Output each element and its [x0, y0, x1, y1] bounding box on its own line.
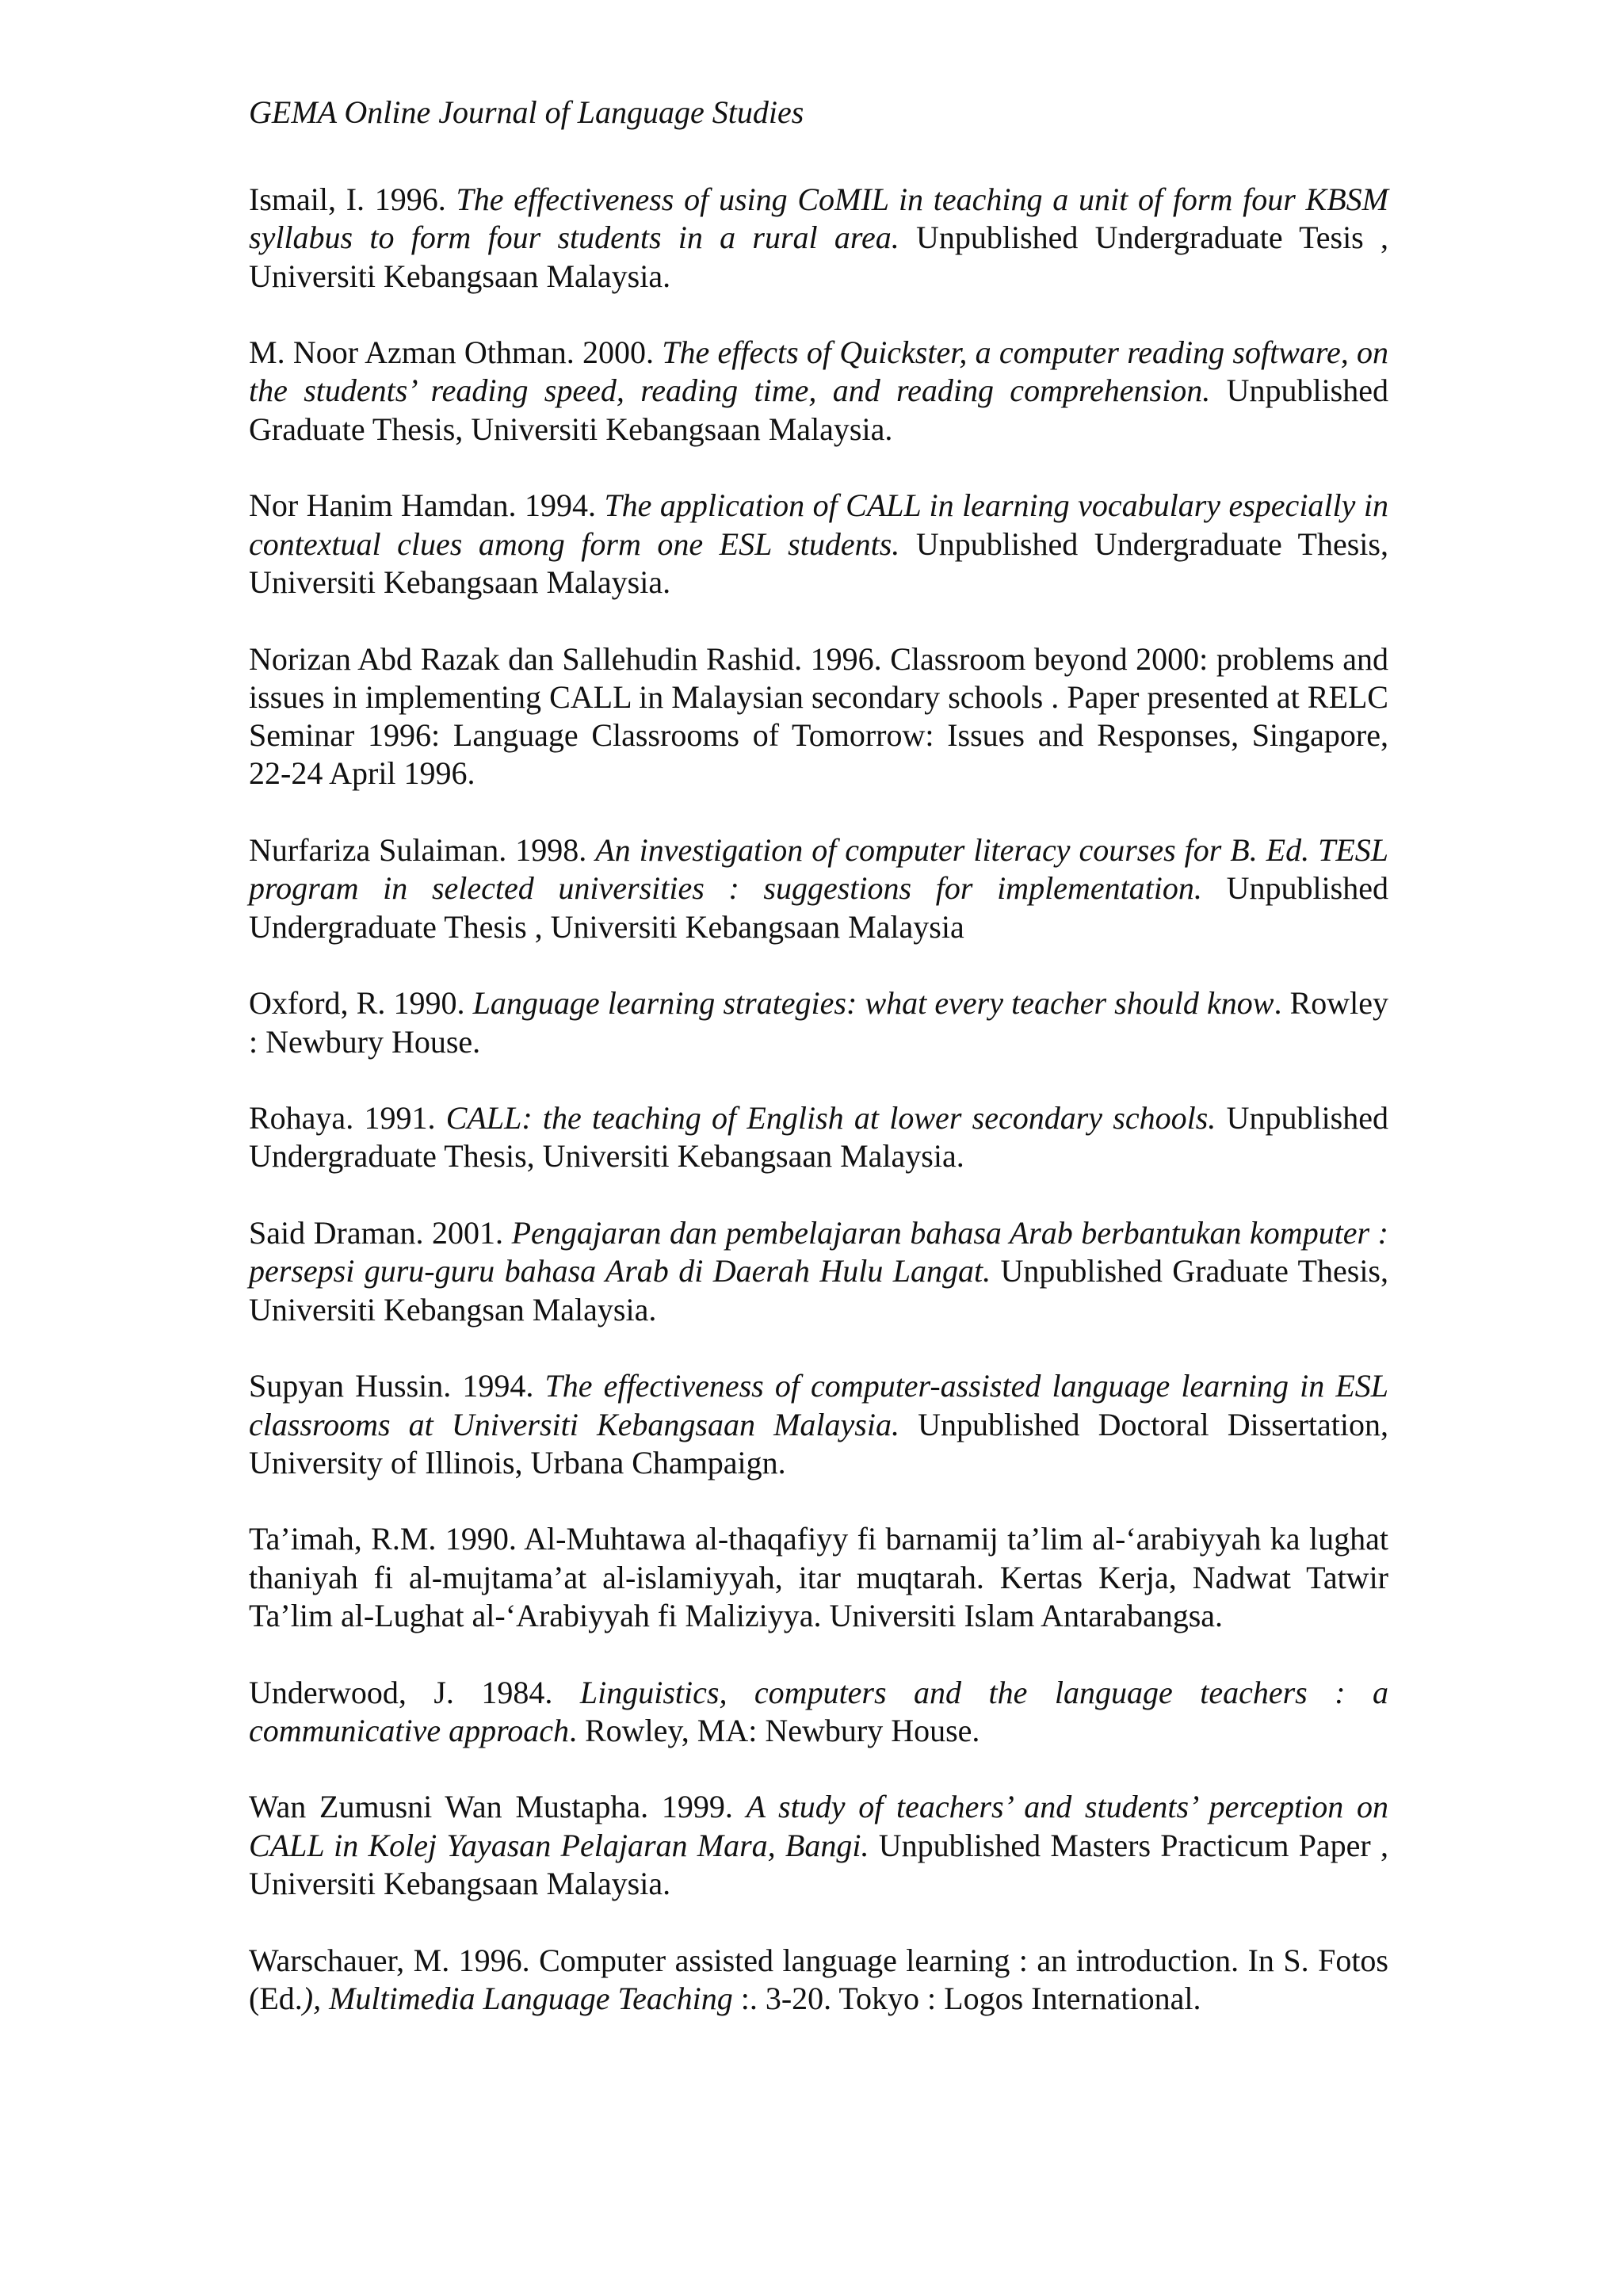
reference-author-year: Said Draman. 2001.: [249, 1215, 512, 1251]
reference-title: ), Multimedia Language Teaching: [302, 1980, 733, 2016]
reference-author-year: M. Noor Azman Othman. 2000.: [249, 334, 663, 371]
reference-title: The effectiveness of computer-assisted language learning in ESL classrooms at Universiti Kebangsaan Malaysia.: [249, 1368, 1388, 1442]
reference-entry: [249, 831, 1388, 946]
reference-publication: Unpublished Undergraduate Thesis , Universiti Kebangsaan Malaysia: [249, 870, 1388, 945]
document-page: [249, 94, 1388, 2057]
reference-author-year: Nor Hanim Hamdan. 1994.: [249, 487, 605, 524]
reference-publication: Unpublished Graduate Thesis, Universiti Kebangsaan Malaysia.: [249, 372, 1388, 447]
reference-title: The application of CALL in learning vocabulary especially in contextual clues among form one ESL students.: [249, 487, 1388, 562]
reference-entry: [249, 1367, 1388, 1482]
reference-entry: [249, 1674, 1388, 1751]
reference-author-year: Wan Zumusni Wan Mustapha. 1999.: [249, 1789, 747, 1825]
reference-author-year: Norizan Abd Razak dan Sallehudin Rashid. 1996. Classroom beyond 2000: problems and issues in implementing CALL in Malaysian secondary schools . Paper presented at RELC Seminar 1996: Language Classrooms of Tomorrow: Issues and Responses, Singapore, 22-24 April 1996.: [249, 640, 1388, 792]
reference-entry: [249, 1214, 1388, 1329]
reference-entry: [249, 1099, 1388, 1176]
reference-entry: [249, 1520, 1388, 1635]
reference-entry: [249, 1788, 1388, 1903]
running-header: GEMA Online Journal of Language Studies: [249, 94, 804, 130]
reference-entry: [249, 487, 1388, 602]
reference-entry: [249, 984, 1388, 1061]
reference-list: [249, 181, 1388, 2018]
reference-publication: Unpublished Undergraduate Thesis, Universiti Kebangsaan Malaysia.: [249, 525, 1388, 600]
reference-title: The effects of Quickster, a computer reading software, on the students’ reading speed, reading time, and reading comprehension.: [249, 334, 1388, 409]
reference-author-year: Nurfariza Sulaiman. 1998.: [249, 832, 596, 869]
reference-author-year: Supyan Hussin. 1994.: [249, 1368, 545, 1404]
reference-title: The effectiveness of using CoMIL in teaching a unit of form four KBSM syllabus to form four students in a rural area.: [249, 181, 1388, 256]
reference-author-year: Oxford, R. 1990.: [249, 985, 473, 1022]
reference-publication: Unpublished Undergraduate Tesis , Universiti Kebangsaan Malaysia.: [249, 220, 1388, 294]
reference-title: A study of teachers’ and students’ perception on CALL in Kolej Yayasan Pelajaran Mara, Bangi.: [249, 1789, 1388, 1863]
reference-publication: Unpublished Masters Practicum Paper , Universiti Kebangsaan Malaysia.: [249, 1827, 1388, 1902]
reference-author-year: Warschauer, M. 1996. Computer assisted language learning : an introduction. In S. Fotos (Ed.: [249, 1942, 1388, 2016]
reference-entry: [249, 1942, 1388, 2019]
reference-publication: Unpublished Undergraduate Thesis, Universiti Kebangsaan Malaysia.: [249, 1100, 1389, 1175]
reference-entry: [249, 181, 1388, 296]
reference-entry: [249, 334, 1388, 449]
reference-title: CALL: the teaching of English at lower secondary schools.: [445, 1100, 1216, 1137]
reference-author-year: Rohaya. 1991.: [249, 1100, 446, 1137]
reference-publication: Unpublished Graduate Thesis, Universiti Kebangsan Malaysia.: [249, 1253, 1388, 1328]
reference-author-year: Underwood, J. 1984.: [249, 1674, 580, 1710]
reference-entry: [249, 640, 1388, 793]
reference-author-year: Ismail, I. 1996.: [249, 181, 456, 217]
reference-title: An investigation of computer literacy courses for B. Ed. TESL program in selected universities : suggestions for implementation.: [249, 832, 1388, 907]
reference-publication: . Rowley : Newbury House.: [249, 985, 1389, 1060]
reference-title: Language learning strategies: what every teacher should know: [472, 985, 1274, 1022]
reference-title: Linguistics, computers and the language teachers : a communicative approach: [249, 1674, 1388, 1748]
reference-publication: Unpublished Doctoral Dissertation, University of Illinois, Urbana Champaign.: [249, 1406, 1388, 1480]
reference-publication: . Rowley, MA: Newbury House.: [568, 1712, 980, 1748]
reference-publication: :. 3-20. Tokyo : Logos International.: [732, 1980, 1201, 2016]
reference-author-year: Ta’imah, R.M. 1990. Al-Muhtawa al-thaqafiyy fi barnamij ta’lim al-‘arabiyyah ka lughat thaniyah fi al-mujtama’at al-islamiyyah, itar muqtarah. Kertas Kerja, Nadwat Tatwir Ta’lim al-Lughat al-‘Arabiyyah fi Maliziyya. Universiti Islam Antarabangsa.: [249, 1521, 1388, 1633]
reference-title: Pengajaran dan pembelajaran bahasa Arab berbantukan komputer : persepsi guru-guru bahasa Arab di Daerah Hulu Langat.: [249, 1215, 1388, 1289]
